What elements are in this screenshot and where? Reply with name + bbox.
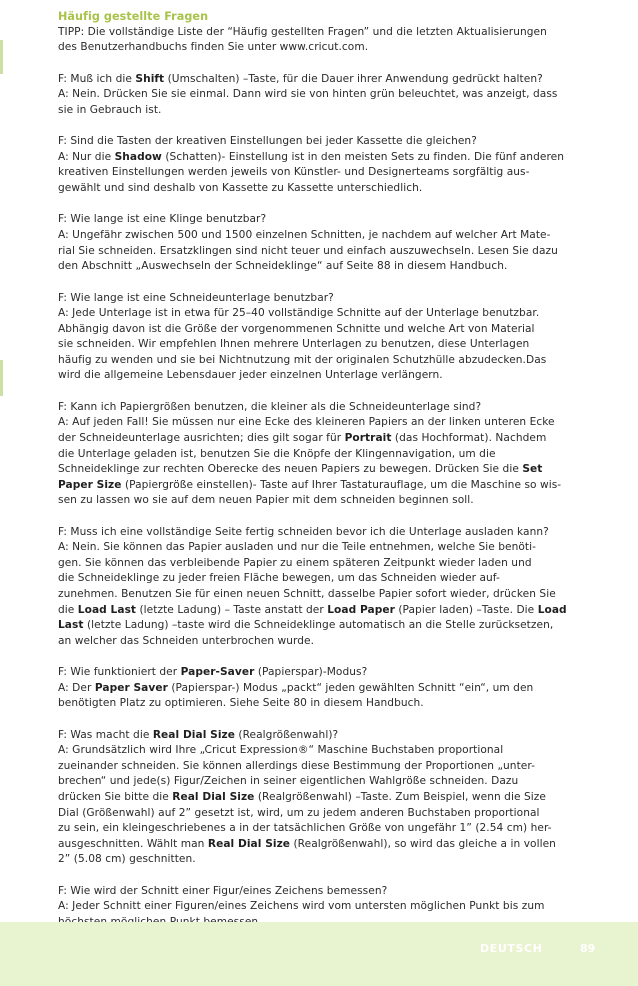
- text-line: 2” (5.08 cm) geschnitten.: [58, 853, 196, 866]
- text-line: rial Sie schneiden. Ersatzklingen sind nicht teuer und einfach auszuwechseln. Lesen Sie dazu: [58, 244, 558, 257]
- text-line: häufig zu wenden und sie bei Nichtnutzung mit der originalen Schutzhülle abzudecken.Das: [58, 353, 547, 366]
- faq-item: [58, 212, 614, 274]
- key-name: Real Dial Size: [172, 790, 255, 803]
- faq-item: [58, 728, 614, 868]
- text-line: F: Wie lange ist eine Klinge benutzbar?: [58, 213, 267, 226]
- text-line: sie schneiden. Wir empfehlen Ihnen mehrere Unterlagen zu benutzen, diese Unterlagen: [58, 338, 530, 351]
- text-line: zueinander schneiden. Sie können allerdings diese Bestimmung der Proportionen „unter-: [58, 759, 535, 772]
- key-name: Portrait: [344, 432, 392, 445]
- text-line: A: Nein. Sie können das Papier ausladen und nur die Teile entnehmen, welche Sie benöti-: [58, 541, 537, 554]
- text-line: Paper Size (Papiergröße einstellen)- Taste auf Ihrer Tastaturauflage, um die Maschine so wis-: [58, 478, 562, 491]
- text-line: sen zu lassen wo sie auf dem neuen Papier mit dem schneiden beginnen soll.: [58, 494, 474, 507]
- text-line: A: Grundsätzlich wird Ihre „Cricut Expression®“ Maschine Buchstaben proportional: [58, 744, 504, 757]
- text-line: Abhängig davon ist die Größe der vorgenommenen Schnitte und welche Art von Material: [58, 322, 535, 335]
- text-line: die Unterlage geladen ist, benutzen Sie die Knöpfe der Klingennavigation, um die: [58, 447, 496, 460]
- text-line: an welcher das Schneiden unterbrochen wurde.: [58, 634, 315, 647]
- footer-language-label: DEUTSCH: [480, 942, 543, 955]
- text-line: Dial (Größenwahl) auf 2” gesetzt ist, wird, um zu jedem anderen Buchstaben proportional: [58, 806, 540, 819]
- text-line: des Benutzerhandbuchs finden Sie unter www.cricut.com.: [58, 41, 369, 54]
- key-name: Last: [58, 619, 84, 632]
- text-line: A: Nein. Drücken Sie sie einmal. Dann wird sie von hinten grün beleuchtet, was anzeigt, dass: [58, 88, 558, 101]
- text-line: F: Sind die Tasten der kreativen Einstellungen bei jeder Kassette die gleichen?: [58, 135, 477, 148]
- text-line: F: Wie lange ist eine Schneideunterlage benutzbar?: [58, 291, 334, 304]
- text-line: die Load Last (letzte Ladung) – Taste anstatt der Load Paper (Papier laden) –Taste. Die Load: [58, 603, 567, 616]
- text-line: TIPP: Die vollständige Liste der “Häufig gestellten Fragen” und die letzten Aktualisierungen: [58, 25, 547, 38]
- text-line: F: Muss ich eine vollständige Seite fertig schneiden bevor ich die Unterlage ausladen kann?: [58, 525, 549, 538]
- key-name: Set: [522, 463, 543, 476]
- page-number: 89: [580, 942, 596, 955]
- text-line: drücken Sie bitte die Real Dial Size (Realgrößenwahl) –Taste. Zum Beispiel, wenn die Size: [58, 790, 546, 803]
- faq-item: [58, 291, 614, 384]
- faq-section: [58, 9, 614, 946]
- text-line: F: Muß ich die Shift (Umschalten) –Taste, für die Dauer ihrer Anwendung gedrückt halten?: [58, 72, 543, 85]
- text-line: die Schneideklinge zu jeder freien Fläche bewegen, um das Schneiden wieder auf-: [58, 572, 500, 585]
- key-name: Shift: [135, 72, 165, 85]
- key-name: Load: [537, 603, 567, 616]
- text-line: den Abschnitt „Auswechseln der Schneideklinge“ auf Seite 88 in diesem Handbuch.: [58, 260, 508, 273]
- key-name: Shadow: [114, 150, 162, 163]
- faq-item: [58, 72, 614, 119]
- faq-item: [58, 134, 614, 196]
- text-line: benötigten Platz zu optimieren. Siehe Seite 80 in diesem Handbuch.: [58, 697, 424, 710]
- section-title: Häufig gestellte Fragen: [58, 10, 209, 23]
- text-line: A: Jeder Schnitt einer Figuren/eines Zeichens wird vom untersten möglichen Punkt bis zum: [58, 900, 545, 913]
- text-line: der Schneideunterlage ausrichten; dies gilt sogar für Portrait (das Hochformat). Nachdem: [58, 432, 547, 445]
- key-name: Load Last: [77, 603, 137, 616]
- text-line: F: Kann ich Papiergrößen benutzen, die kleiner als die Schneideunterlage sind?: [58, 400, 482, 413]
- text-line: A: Jede Unterlage ist in etwa für 25–40 vollständige Schnitte auf der Unterlage benutzbar.: [58, 307, 540, 320]
- text-line: F: Wie wird der Schnitt einer Figur/eines Zeichens bemessen?: [58, 884, 388, 897]
- text-line: A: Der Paper Saver (Papierspar-) Modus „packt“ jeden gewählten Schnitt “ein“, um den: [58, 681, 534, 694]
- text-line: brechen“ und jede(s) Figur/Zeichen in seiner eigentlichen Wahlgröße schneiden. Dazu: [58, 775, 519, 788]
- left-edge-marker: [0, 40, 3, 74]
- tip-paragraph: [58, 25, 614, 56]
- faq-item: [58, 400, 614, 509]
- text-line: A: Auf jeden Fall! Sie müssen nur eine Ecke des kleineren Papiers an der linken unteren Ecke: [58, 416, 555, 429]
- key-name: Real Dial Size: [152, 728, 235, 741]
- key-name: Real Dial Size: [207, 837, 291, 850]
- faq-item: [58, 665, 614, 712]
- text-line: wird die allgemeine Lebensdauer jeder einzelnen Unterlage verlängern.: [58, 369, 443, 382]
- text-line: ausgeschnitten. Wählt man Real Dial Size (Realgrößenwahl), so wird das gleiche a in vollen: [58, 837, 556, 850]
- text-line: zu sein, ein kleingeschriebenes a in der tatsächlichen Größe von ungefähr 1” (2.54 cm) her-: [58, 822, 552, 835]
- key-name: Paper Saver: [94, 681, 168, 694]
- text-line: A: Ungefähr zwischen 500 und 1500 einzelnen Schnitten, je nachdem auf welcher Art Mate-: [58, 229, 551, 242]
- key-name: Paper-Saver: [180, 666, 255, 679]
- text-line: kreativen Einstellungen werden jeweils von Künstler- und Designerteams sorgfältig aus-: [58, 166, 530, 179]
- text-line: gewählt und sind deshalb von Kassette zu Kassette unterschiedlich.: [58, 181, 423, 194]
- key-name: Load Paper: [327, 603, 395, 616]
- text-line: gen. Sie können das verbleibende Papier zu einem späteren Zeitpunkt wieder laden und: [58, 556, 532, 569]
- faq-body: [58, 25, 614, 931]
- text-line: A: Nur die Shadow (Schatten)- Einstellung ist in den meisten Sets zu finden. Die fünf anderen: [58, 150, 564, 163]
- text-line: Last (letzte Ladung) –taste wird die Schneideklinge automatisch an die Stelle zurücksetzen,: [58, 619, 554, 632]
- text-line: zunehmen. Benutzen Sie für einen neuen Schnitt, dasselbe Papier sofort wieder, drücken Sie: [58, 587, 556, 600]
- text-line: F: Was macht die Real Dial Size (Realgrößenwahl)?: [58, 728, 339, 741]
- text-line: F: Wie funktioniert der Paper-Saver (Papierspar)-Modus?: [58, 666, 368, 679]
- faq-item: [58, 525, 614, 649]
- text-line: sie in Gebrauch ist.: [58, 103, 162, 116]
- left-edge-marker: [0, 360, 3, 396]
- key-name: Paper Size: [58, 478, 122, 491]
- text-line: Schneideklinge zur rechten Oberecke des neuen Papiers zu bewegen. Drücken Sie die Set: [58, 463, 543, 476]
